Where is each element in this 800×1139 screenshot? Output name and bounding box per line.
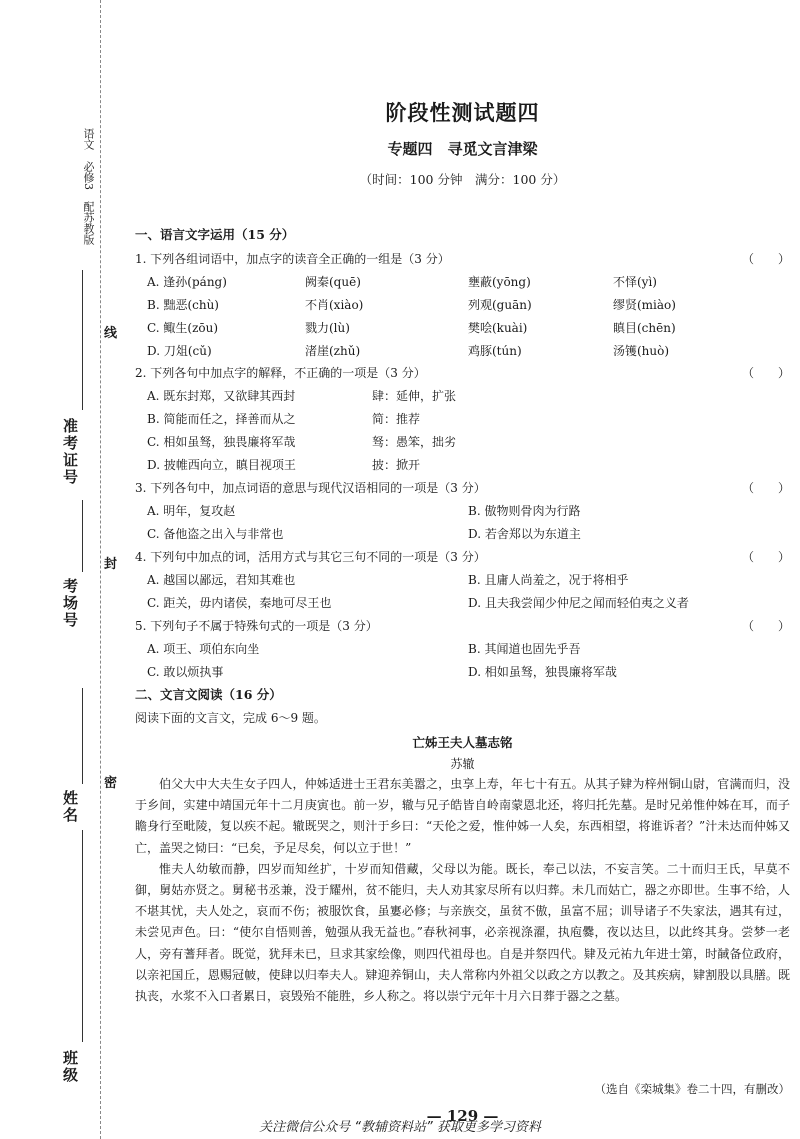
section-heading: 一、语言文字运用（15 分） (135, 227, 295, 242)
option-b-word: 不肖(xiào) (305, 298, 364, 312)
exam-room-field[interactable] (82, 500, 83, 572)
option-b-word: 列观(guān) (468, 298, 532, 312)
option-c-word: 樊哙(kuài) (468, 321, 528, 335)
answer-blank-1[interactable]: （ ） (741, 252, 790, 266)
option-c: C. 敢以烦执事 (147, 665, 224, 679)
class-label: 班级 (61, 1050, 79, 1084)
option-b: B. 黜恶(chù) (147, 298, 219, 312)
secret-mark: 密 (104, 776, 118, 791)
edition-series: 语文 必修3 配苏教版 (82, 128, 95, 245)
class-field[interactable] (82, 830, 83, 1042)
exam-room-label: 考场号 (61, 578, 79, 629)
option-a: A. 越国以鄙远，君知其难也 (147, 573, 296, 587)
passage-paragraph: 伯父大中大夫生女子四人，仲姊适进士王君东美嚣之，虫享上寿，年七十有五。从其子肄为梓州铜山尉，官满而归，没于乡间，实建中靖国元年十二月庚寅也。前一岁，辙与兄子皓皆自岭南蒙恩北还，将归托先墓。是时兄弟惟仲姊在耳，而子瞻身行至毗陵，复以疾不起。辙既哭之，则汁于乡曰：“天伦之爱，惟仲姊一人矣，东西相望，将谁诉者？”汁未达而仲姊又亡，盖哭之恸曰：“已矣，予足尽矣，何以立于世！” (135, 777, 790, 855)
option-c: C. 相如虽驽，独畏廉将军哉 (147, 435, 296, 449)
option-a-gloss: 肆：延伸，扩张 (372, 389, 457, 403)
binding-sidebar (0, 0, 125, 1139)
option-d-word: 鸡豚(tún) (468, 344, 522, 358)
option-b-word: 缪贤(miào) (613, 298, 676, 312)
option-a-word: 阙秦(quē) (305, 275, 361, 289)
question-2-stem: 2. 下列各句中加点字的解释，不正确的一项是（3 分） (135, 366, 426, 380)
option-b-gloss: 简：推荐 (372, 412, 421, 426)
question-4-stem: 4. 下列句中加点的词，活用方式与其它三句不同的一项是（3 分） (135, 550, 486, 564)
name-field[interactable] (82, 688, 83, 784)
passage-body (135, 774, 790, 1007)
name-label: 姓名 (61, 790, 79, 824)
page-number: — 129 — (426, 1107, 499, 1125)
option-b: B. 其闻道也固先乎吾 (468, 642, 581, 656)
page-title: 阶段性测试题四 (385, 100, 540, 125)
time-score-info: （时间：100 分钟 满分：100 分） (359, 172, 566, 187)
option-c: C. 鲰生(zōu) (147, 321, 219, 335)
footer-note: 关注微信公众号 “教辅资料站” 获取更多学习资料 (259, 1120, 541, 1135)
passage-paragraph: 惟夫人幼敏而静，四岁而知丝扩，十岁而知借藏，父母以为能。既长，奉己以法，不妄言笑。二十而归王氏，早莫不御，舅姑亦贤之。舅秘书丞兼，没于耀州，贫不能归，夫人劝其家尽所有以归葬。未几而姑亡，器之亦即世。生事不给，人不堪其忧，夫人处之，哀而不伤；被服饮食，虽寠必修；与亲族交，虽贫不傲，虽富不屈；训导诸子不失家法，遇其有过，未尝见声色。曰：“使尔自悟则善，勉强从我无益也。”春秋祠事，必亲视涤濯，执庖爨，夜以达旦，以此终其身。尝梦一老人，旁有蓍拜者。既觉，犹拜未已，旦求其家绘像，则四代祖母也。自是并祭四代。肄及元祐九年进士第，时馘备位政府，以亲祀国丘，恩赐冠帔，使肆以归奉夫人。肄迎养铜山，夫人常称内外祖父以政之方以教之。及其疾病，肄割股以具膳。既执丧，水浆不入口者累日，哀毁殆不能胜，乡人称之。将以崇宁元年十月六日葬于器之之墓。 (135, 861, 790, 1004)
passage-author: 苏辙 (450, 757, 475, 771)
option-d-word: 汤镬(huò) (613, 344, 670, 358)
answer-blank-2[interactable]: （ ） (741, 366, 790, 380)
option-a: A. 项王、项伯东向坐 (147, 642, 260, 656)
line-mark: 线 (104, 326, 118, 341)
option-d: D. 且夫我尝闻少仲尼之闻而轻伯夷之义者 (468, 596, 689, 610)
option-c-word: 戮力(lù) (305, 321, 350, 335)
option-a-word: 壅蔽(yōng) (468, 275, 531, 289)
option-c-word: 瞋目(chēn) (613, 321, 676, 335)
seal-dashed-line (100, 0, 101, 1139)
option-a: A. 既东封郑，又欲肆其西封 (147, 389, 296, 403)
answer-blank-3[interactable]: （ ） (741, 481, 790, 495)
seal-mark: 封 (104, 557, 118, 572)
admission-number-label: 准考证号 (61, 418, 79, 486)
question-5-stem: 5. 下列句子不属于特殊句式的一项是（3 分） (135, 619, 378, 633)
page-subtitle: 专题四 寻觅文言津梁 (387, 140, 538, 158)
option-d: D. 披帷西向立，瞋目视项王 (147, 458, 296, 472)
section-heading: 二、文言文阅读（16 分） (135, 687, 282, 702)
option-d: D. 相如虽驽，独畏廉将军哉 (468, 665, 617, 679)
option-a: A. 逢孙(páng) (147, 275, 227, 289)
option-a-word: 不怿(yì) (613, 275, 657, 289)
option-a: A. 明年，复攻赵 (147, 504, 236, 518)
passage-source: （选自《栾城集》卷二十四，有删改） (594, 1082, 790, 1096)
option-c-gloss: 驽：愚笨，拙劣 (372, 435, 457, 449)
reading-instruction: 阅读下面的文言文，完成 6～9 题。 (135, 711, 326, 725)
passage-title: 亡姊王夫人墓志铭 (412, 735, 513, 750)
option-c: C. 备他盗之出入与非常也 (147, 527, 284, 541)
option-d: D. 刀俎(cǔ) (147, 344, 212, 358)
answer-blank-5[interactable]: （ ） (741, 619, 790, 633)
question-1-stem: 1. 下列各组词语中，加点字的读音全正确的一组是（3 分） (135, 252, 450, 266)
option-c: C. 距关，毋内诸侯，秦地可尽王也 (147, 596, 332, 610)
exam-page (135, 0, 790, 1139)
option-d-word: 渚崖(zhǔ) (305, 344, 361, 358)
option-d-gloss: 披：掀开 (372, 458, 421, 472)
option-d: D. 若舍郑以为东道主 (468, 527, 581, 541)
option-b: B. 且庸人尚羞之，况于将相乎 (468, 573, 629, 587)
admission-number-field[interactable] (82, 270, 83, 410)
option-b: B. 傲物则骨肉为行路 (468, 504, 581, 518)
answer-blank-4[interactable]: （ ） (741, 550, 790, 564)
option-b: B. 简能而任之，择善而从之 (147, 412, 296, 426)
question-3-stem: 3. 下列各句中，加点词语的意思与现代汉语相同的一项是（3 分） (135, 481, 486, 495)
